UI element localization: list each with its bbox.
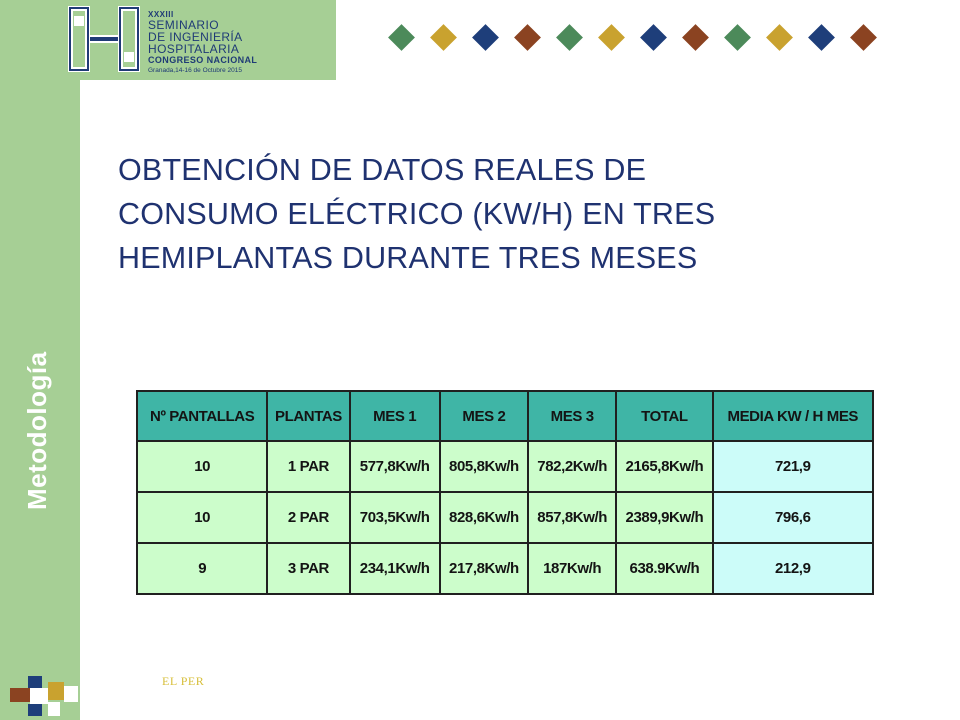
logo-edition: XXXIII: [148, 10, 174, 19]
header-total: TOTAL: [616, 391, 712, 441]
table-header-row: [137, 391, 873, 441]
diamond-row: [392, 26, 912, 54]
title-line-2: CONSUMO ELÉCTRICO (KW/H) EN TRES: [118, 197, 716, 231]
diamond-icon: [724, 24, 751, 51]
logo-line-2: DE INGENIERÍA: [148, 30, 243, 44]
header-mes-1: MES 1: [350, 391, 440, 441]
logo-text: [148, 10, 257, 75]
footer-text: EL PER: [162, 674, 205, 688]
table-row: [137, 492, 873, 543]
cell-total: 638.9Kw/h: [616, 543, 712, 594]
cell-mes-2: 217,8Kw/h: [440, 543, 528, 594]
seminar-logo-icon: [62, 2, 148, 74]
cell-mes-3: 782,2Kw/h: [528, 441, 616, 492]
cell-total: 2165,8Kw/h: [616, 441, 712, 492]
diamond-icon: [682, 24, 709, 51]
table-row: [137, 441, 873, 492]
cell-mes-2: 828,6Kw/h: [440, 492, 528, 543]
diamond-icon: [850, 24, 877, 51]
logo-line-3: HOSPITALARIA: [148, 42, 240, 56]
cell-pantallas: 10: [137, 492, 267, 543]
cell-pantallas: 9: [137, 543, 267, 594]
cell-media: 721,9: [713, 441, 873, 492]
header-media: MEDIA KW / H MES: [713, 391, 873, 441]
diamond-icon: [640, 24, 667, 51]
table-row: [137, 543, 873, 594]
diamond-icon: [808, 24, 835, 51]
cell-media: 796,6: [713, 492, 873, 543]
corner-blocks-icon: [8, 676, 78, 716]
title-line-1: OBTENCIÓN DE DATOS REALES DE: [118, 153, 647, 187]
diamond-icon: [388, 24, 415, 51]
cell-pantallas: 10: [137, 441, 267, 492]
diamond-icon: [556, 24, 583, 51]
title-line-3: HEMIPLANTAS DURANTE TRES MESES: [118, 241, 698, 275]
slide-title: [118, 148, 878, 280]
diamond-icon: [766, 24, 793, 51]
section-label: Metodología: [22, 351, 52, 510]
cell-total: 2389,9Kw/h: [616, 492, 712, 543]
diamond-icon: [472, 24, 499, 51]
header-mes-2: MES 2: [440, 391, 528, 441]
consumption-table: [136, 390, 874, 595]
header-plantas: PLANTAS: [267, 391, 349, 441]
logo-line-4: CONGRESO NACIONAL: [148, 55, 258, 65]
cell-mes-3: 857,8Kw/h: [528, 492, 616, 543]
header-mes-3: MES 3: [528, 391, 616, 441]
diamond-icon: [514, 24, 541, 51]
cell-mes-2: 805,8Kw/h: [440, 441, 528, 492]
cell-mes-1: 703,5Kw/h: [350, 492, 440, 543]
diamond-icon: [598, 24, 625, 51]
cell-plantas: 1 PAR: [267, 441, 349, 492]
logo-line-1: SEMINARIO: [148, 18, 219, 32]
header-pantallas: Nº PANTALLAS: [137, 391, 267, 441]
cell-plantas: 2 PAR: [267, 492, 349, 543]
cell-media: 212,9: [713, 543, 873, 594]
corner-curve: [80, 80, 140, 140]
cell-plantas: 3 PAR: [267, 543, 349, 594]
diamond-icon: [430, 24, 457, 51]
cell-mes-1: 234,1Kw/h: [350, 543, 440, 594]
logo-line-5: Granada,14-16 de Octubre 2015: [148, 67, 242, 74]
cell-mes-1: 577,8Kw/h: [350, 441, 440, 492]
cell-mes-3: 187Kw/h: [528, 543, 616, 594]
